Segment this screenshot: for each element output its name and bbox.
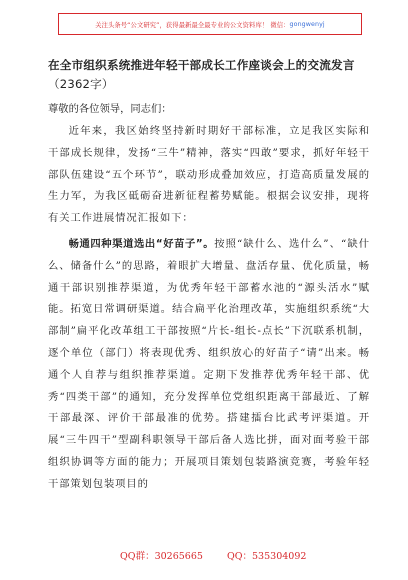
footer-contact: [120, 548, 306, 562]
title-text: 在全市组织系统推进年轻干部成长工作座谈会上的交流发言: [48, 58, 355, 72]
qq-number: QQ：535304092: [226, 551, 307, 562]
promo-banner: [58, 13, 362, 35]
body-paragraph-1: 近年来，我区始终坚持新时期好干部标准，立足我区实际和干部成长规律，发扬“三牛”精神，落实“四敢”要求，抓好年轻干部队伍建设“五个环节”，联动形成叠加效应，打造高质量发展的生力军，为我区砥砺奋进新征程蓄势赋能。根据会议安排，现将有关工作进展情况汇报如下：: [48, 125, 370, 225]
body-paragraph-2: [48, 234, 370, 496]
section-subheading: 畅通四种渠道选出“好苗子”。: [68, 238, 215, 250]
document-title: [48, 56, 376, 94]
paragraph-2-text: 按照“缺什么、选什么”、“缺什么、储备什么”的思路，着眼扩大增量、盘活存量、优化质量，畅通干部识别推荐渠道，为优秀年轻干部蓄水池的“源头活水”赋能。拓宽日常调研渠道。结合扁平化治理改革，实施组织系统“大部制”扁平化改革组工干部按照“片长-组长-点长”下沉联系机制，逐个单位（部门）将表现优秀、组织放心的好苗子“请”出来。畅通个人自荐与组织推荐渠道。定期下发推荐优秀年轻干部、优秀“四类干部”的通知，充分发挥单位党组织距离干部最近、了解干部最深、评价干部最准的优势。搭建擂台比武考评渠道。开展“三牛四干”型副科职领导干部后备人选比拼，面对面考验干部组织协调等方面的能力；开展项目策划包装路演竞赛，考验年轻干部策划包装项目的: [48, 238, 370, 490]
salutation: 尊敬的各位领导，同志们：: [48, 103, 172, 115]
word-count: （2362字）: [48, 77, 114, 91]
promo-banner-text: 关注头条号“公文研究”，获得最新最全最专业的公文资料库！ 微信：: [95, 21, 290, 29]
qq-group: QQ群：30265665: [120, 551, 203, 562]
wechat-id: gongwenyj: [289, 20, 325, 28]
